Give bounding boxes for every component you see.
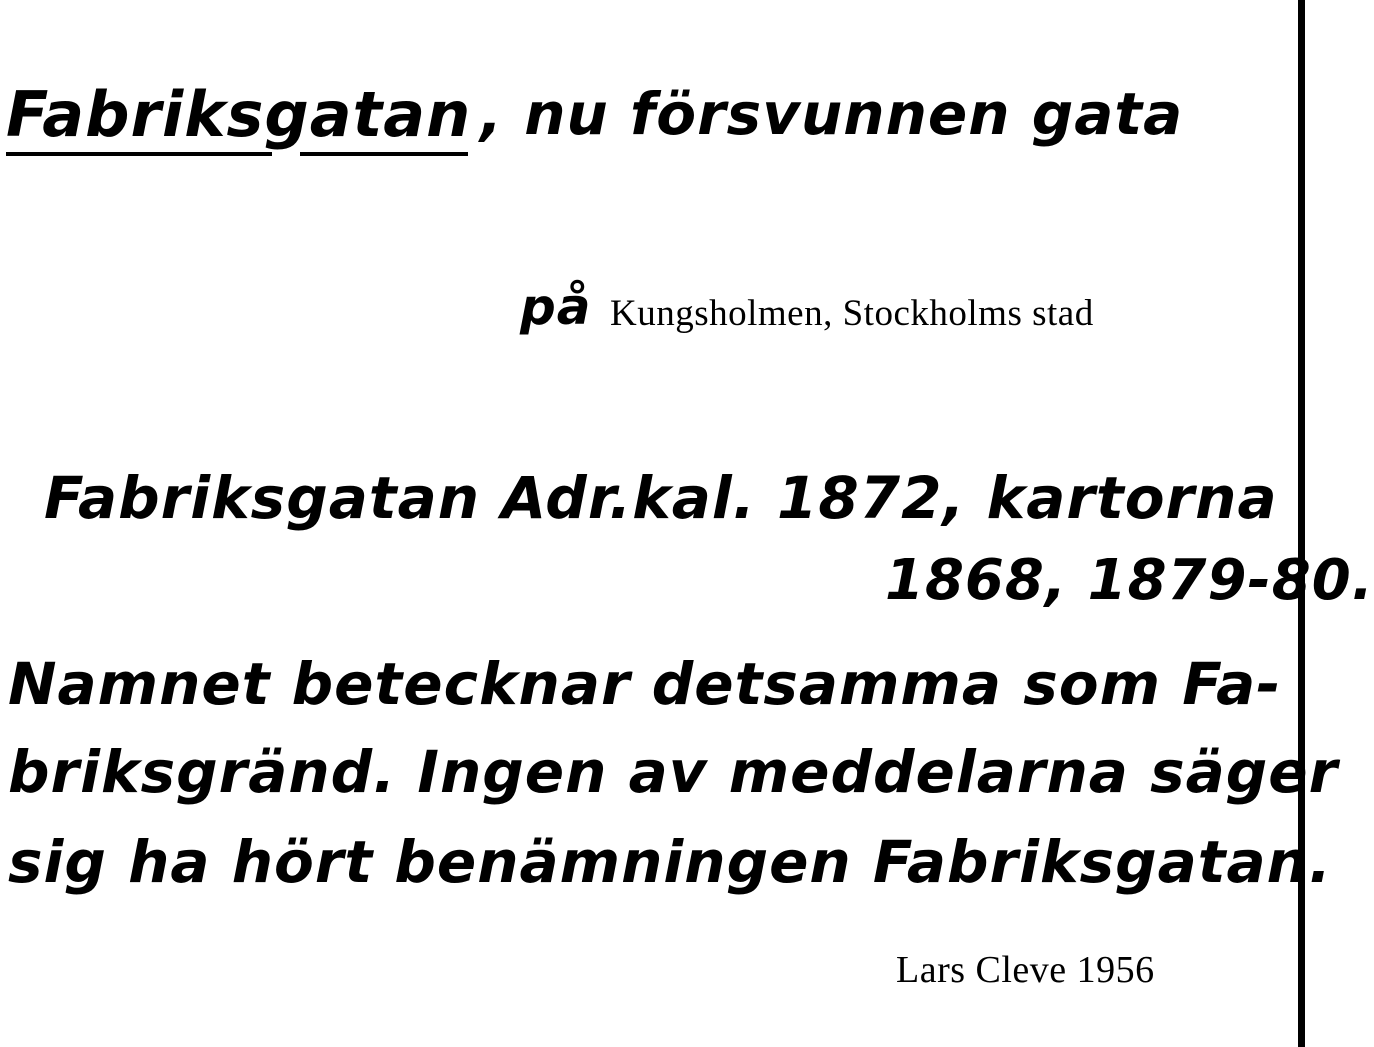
location-text: Kungsholmen, Stockholms stad	[610, 293, 1094, 334]
source-line-2: 1868, 1879-80.	[885, 548, 1374, 613]
headword-underline	[6, 152, 272, 156]
note-line-2: briksgränd. Ingen av meddelarna säger	[8, 738, 1339, 806]
note-line-1: Namnet betecknar detsamma som Fa-	[8, 650, 1282, 718]
headword-underline-second	[300, 152, 468, 156]
headword-description: , nu försvunnen gata	[480, 80, 1184, 148]
signature: Lars Cleve 1956	[896, 949, 1155, 991]
source-line-1: Fabriksgatan Adr.kal. 1872, kartorna	[44, 464, 1278, 532]
note-line-3: sig ha hört benämningen Fabriksgatan.	[8, 828, 1332, 896]
preposition: på	[520, 278, 592, 336]
headword: Fabriksgatan	[6, 78, 472, 151]
